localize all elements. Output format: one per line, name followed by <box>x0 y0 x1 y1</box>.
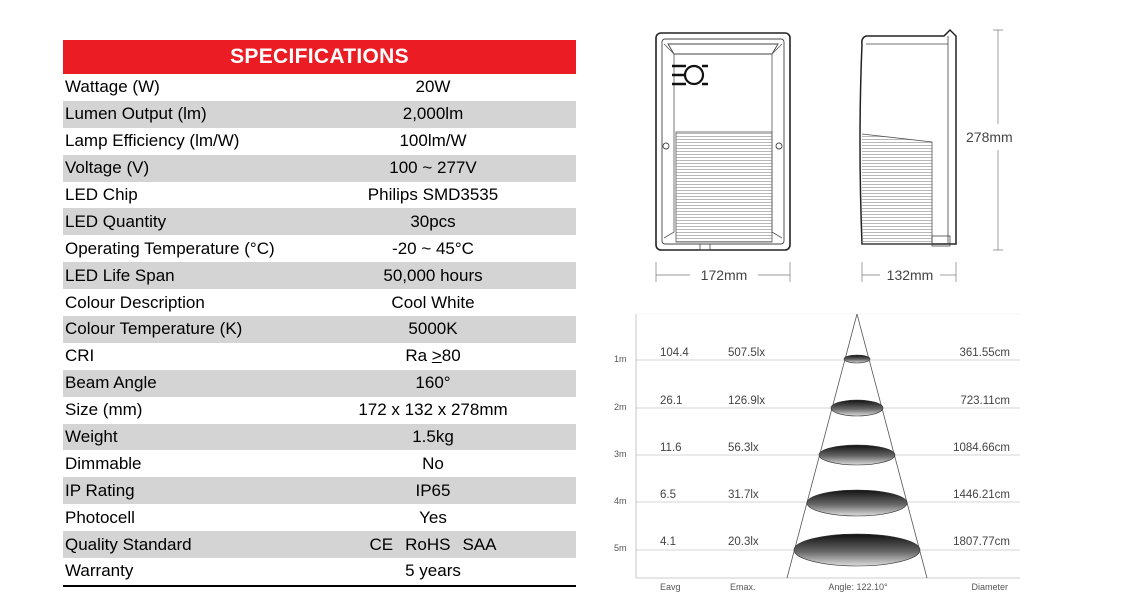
spec-label: Beam Angle <box>65 373 157 393</box>
spec-label: Colour Description <box>65 292 205 312</box>
beam-diameter: 723.11cm <box>960 395 1010 407</box>
spec-value: 172 x 132 x 278mm <box>358 400 508 420</box>
spec-label: Operating Temperature (°C) <box>65 238 275 258</box>
beam-footer-angle: Angle: 122.10° <box>828 582 888 592</box>
beam-disc-5m <box>794 534 920 566</box>
front-left-bevel <box>664 44 674 238</box>
width-dimension: 172mm <box>700 267 748 283</box>
spec-value: 50,000 hours <box>383 265 483 285</box>
spec-value: IP65 <box>415 480 451 500</box>
spec-value: 30pcs <box>410 211 456 231</box>
standard-ce: CE <box>369 534 394 554</box>
beam-eavg: 104.4 <box>660 347 689 359</box>
beam-distance: 4m <box>614 496 627 506</box>
spec-label: Quality Standard <box>65 534 192 554</box>
beam-distribution-diagram <box>614 314 1020 592</box>
spec-label: Colour Temperature (K) <box>65 319 243 339</box>
spec-label: LED Chip <box>65 185 138 204</box>
spec-label: Warranty <box>65 561 134 581</box>
spec-label: Lamp Efficiency (lm/W) <box>65 131 240 151</box>
beam-distance: 5m <box>614 543 627 553</box>
standard-rohs: RoHS <box>405 534 451 554</box>
spec-label: Voltage (V) <box>65 158 150 178</box>
beam-disc-4m <box>807 490 907 516</box>
front-right-bevel <box>772 44 782 238</box>
beam-diameter: 361.55cm <box>959 347 1010 359</box>
spec-label: LED Quantity <box>65 211 167 231</box>
spec-label: Lumen Output (lm) <box>65 104 207 124</box>
beam-eavg: 11.6 <box>660 442 682 454</box>
beam-disc-2m <box>831 400 883 416</box>
beam-footer-emax: Emax. <box>730 582 756 592</box>
cri-prefix: Ra <box>405 346 432 366</box>
beam-disc-1m <box>844 355 870 363</box>
side-view-drawing <box>860 30 1013 283</box>
beam-distance: 1m <box>614 354 627 364</box>
spec-value: 20W <box>415 77 451 97</box>
beam-distance: 2m <box>614 402 627 412</box>
beam-footer-diameter: Diameter <box>971 582 1008 592</box>
beam-diameter: 1446.21cm <box>953 489 1010 501</box>
spec-value: Yes <box>419 507 447 527</box>
front-top-bevel <box>668 44 778 54</box>
beam-distance: 3m <box>614 449 627 459</box>
spec-value: Philips SMD3535 <box>367 185 499 204</box>
depth-dimension: 132mm <box>886 267 934 283</box>
spec-label: CRI <box>65 346 95 366</box>
beam-diameter: 1807.77cm <box>953 536 1010 548</box>
side-lens-ribbed <box>862 134 932 244</box>
beam-emax: 20.3lx <box>728 536 759 548</box>
beam-emax: 507.5lx <box>728 347 766 359</box>
spec-label: Weight <box>65 427 118 447</box>
cri-greater-equal: > <box>431 346 442 366</box>
beam-emax: 56.3lx <box>728 442 759 454</box>
height-dimension: 278mm <box>966 129 1013 145</box>
spec-value: Cool White <box>391 292 475 312</box>
front-lens-ribbed <box>676 132 772 242</box>
spec-value: 100lm/W <box>399 131 467 151</box>
standard-saa: SAA <box>462 534 497 554</box>
beam-footer-eavg: Eavg <box>660 582 681 592</box>
front-bottom-tab <box>700 244 710 250</box>
front-view-drawing <box>656 33 790 283</box>
spec-label: IP Rating <box>65 480 135 500</box>
beam-eavg: 26.1 <box>660 395 683 407</box>
specifications-title: SPECIFICATIONS <box>63 40 576 74</box>
beam-emax: 31.7lx <box>728 489 759 501</box>
beam-disc-3m <box>819 445 895 465</box>
spec-value: 100 ~ 277V <box>389 158 477 178</box>
beam-emax: 126.9lx <box>728 395 766 407</box>
spec-label: LED Life Span <box>65 265 175 285</box>
spec-label: Dimmable <box>65 453 142 473</box>
beam-eavg: 6.5 <box>660 489 676 501</box>
screw-left-icon <box>663 143 669 149</box>
spec-label: Photocell <box>65 507 135 527</box>
spec-label: Size (mm) <box>65 400 143 420</box>
screw-right-icon <box>776 143 782 149</box>
spec-value: 5000K <box>408 319 458 339</box>
spec-value: 1.5kg <box>412 427 454 447</box>
spec-value: -20 ~ 45°C <box>392 238 474 258</box>
beam-eavg: 4.1 <box>660 536 676 548</box>
spec-label: Wattage (W) <box>65 77 160 97</box>
cri-number: 80 <box>441 346 461 366</box>
beam-diameter: 1084.66cm <box>953 442 1010 454</box>
spec-value: 5 years <box>405 561 461 581</box>
spec-value: 2,000lm <box>402 104 464 124</box>
spec-value: 160° <box>415 373 451 393</box>
photocell-icon <box>685 66 703 84</box>
spec-value: No <box>422 453 444 473</box>
